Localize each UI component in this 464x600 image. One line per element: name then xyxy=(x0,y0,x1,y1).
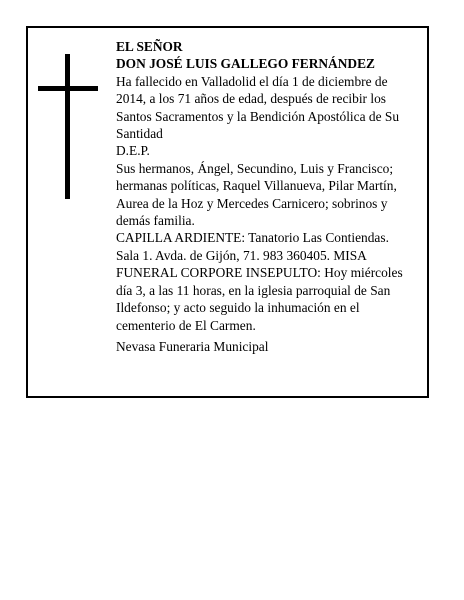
family-line: Aurea de la Hoz y Mercedes Carnicero; sobrinos y xyxy=(116,195,388,211)
chapel-line: CAPILLA ARDIENTE: Tanatorio Las Contiendas. xyxy=(116,230,389,246)
death-notice-line: Santidad xyxy=(116,126,163,142)
chapel-line: cementerio de El Carmen. xyxy=(116,317,256,333)
deceased-name: DON JOSÉ LUIS GALLEGO FERNÁNDEZ xyxy=(116,56,375,72)
chapel-line: día 3, a las 11 horas, en la iglesia parroquial de San xyxy=(116,282,391,298)
cross-horizontal-bar xyxy=(38,86,98,91)
family-line: Sus hermanos, Ángel, Secundino, Luis y Francisco; xyxy=(116,160,394,176)
death-notice-line: 2014, a los 71 años de edad, después de recibir los xyxy=(116,91,386,107)
chapel-line: Sala 1. Avda. de Gijón, 71. 983 360405. MISA xyxy=(116,247,367,263)
cross-icon xyxy=(38,54,98,199)
death-notice-line: Santos Sacramentos y la Bendición Apostólica de Su xyxy=(116,108,400,124)
chapel-line: FUNERAL CORPORE INSEPULTO: Hoy miércoles xyxy=(116,265,403,281)
family-line: hermanas políticas, Raquel Villanueva, Pilar Martín, xyxy=(116,178,397,194)
dep-abbreviation: D.E.P. xyxy=(116,143,150,159)
funeral-home: Nevasa Funeraria Municipal xyxy=(116,338,269,354)
notice-text xyxy=(116,38,401,355)
family-line: demás familia. xyxy=(116,213,195,229)
chapel-line: Ildefonso; y acto seguido la inhumación en el xyxy=(116,300,360,316)
title-line-1: EL SEÑOR xyxy=(116,39,183,54)
death-notice-line: Ha fallecido en Valladolid el día 1 de diciembre de xyxy=(116,73,388,89)
obituary-notice xyxy=(26,26,429,398)
cross-vertical-bar xyxy=(65,54,70,199)
